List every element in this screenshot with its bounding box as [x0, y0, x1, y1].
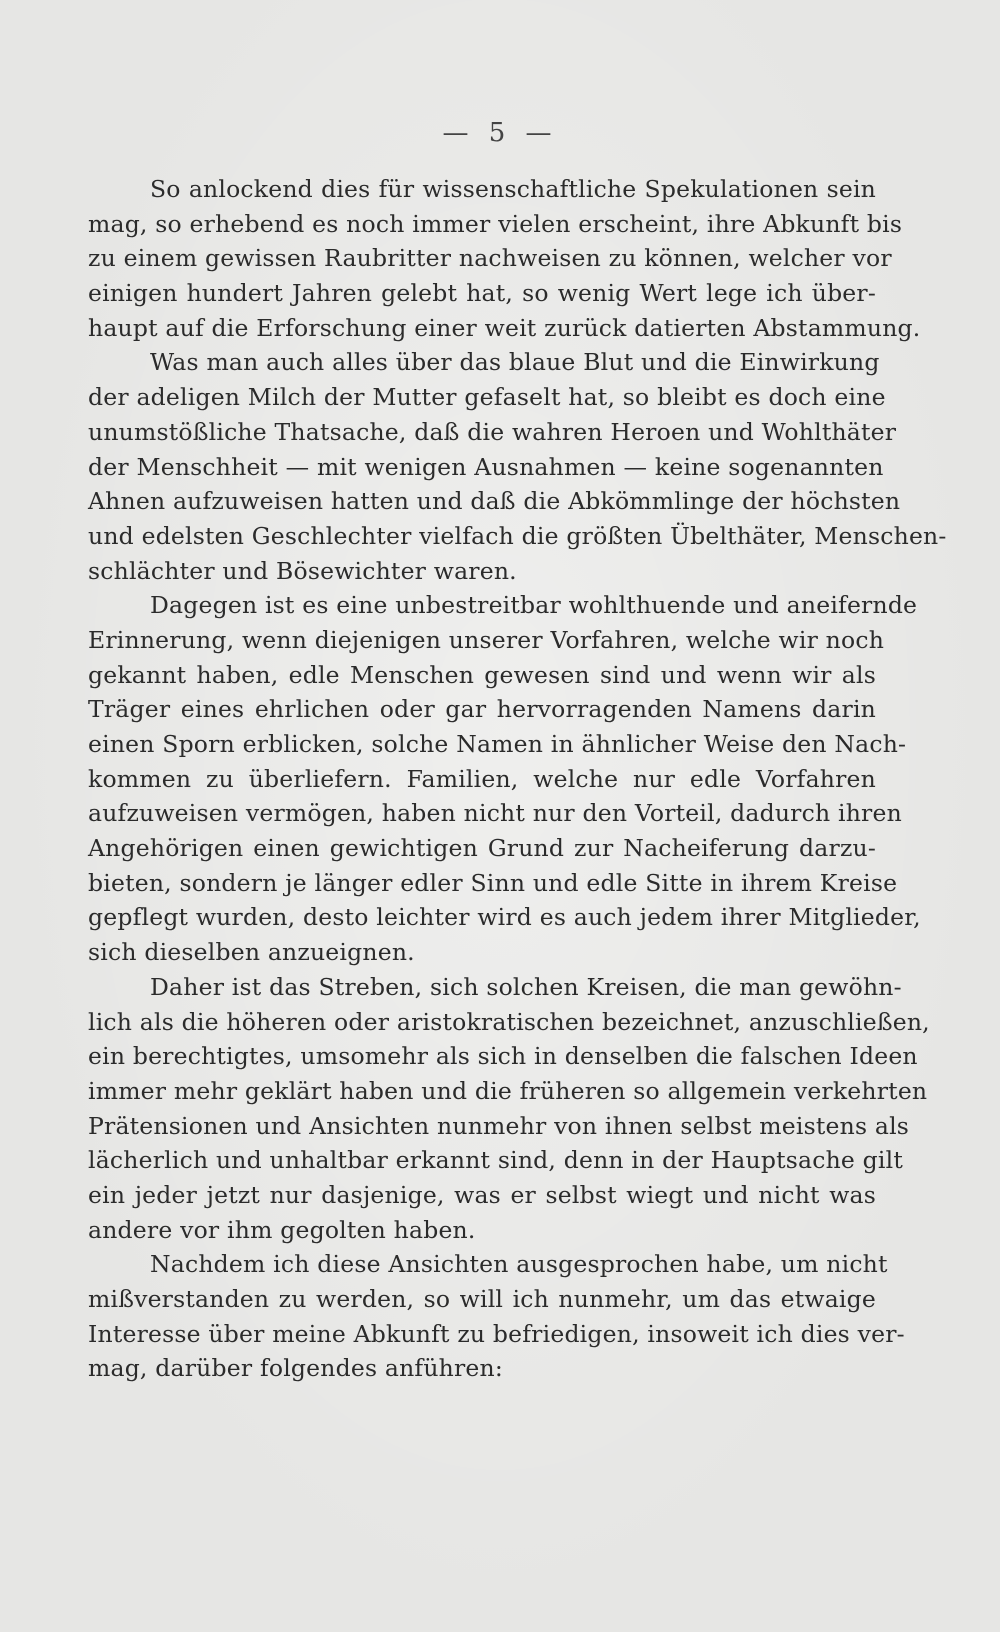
- text-line: ein berechtigtes, umsomehr als sich in denselben die falschen Ideen: [88, 1042, 918, 1071]
- text-line: Ahnen aufzuweisen hatten und daß die Abkömmlinge der höchsten: [88, 487, 901, 516]
- text-line: lächerlich und unhaltbar erkannt sind, denn in der Hauptsache gilt: [88, 1146, 903, 1175]
- page-number: — 5 —: [442, 118, 558, 148]
- text-line: und edelsten Geschlechter vielfach die größten Übelthäter, Menschen-: [88, 521, 947, 550]
- text-line: immer mehr geklärt haben und die früheren so allgemein verkehrten: [88, 1076, 928, 1105]
- text-line: aufzuweisen vermögen, haben nicht nur den Vorteil, dadurch ihren: [88, 799, 902, 828]
- text-line: Was man auch alles über das blaue Blut und die Einwirkung: [150, 348, 880, 377]
- text-line: gekannt haben, edle Menschen gewesen sind und wenn wir als: [88, 660, 876, 689]
- text-line: Erinnerung, wenn diejenigen unserer Vorfahren, welche wir noch: [88, 625, 885, 654]
- text-line: Daher ist das Streben, sich solchen Kreisen, die man gewöhn-: [150, 972, 902, 1001]
- text-line: haupt auf die Erforschung einer weit zurück datierten Abstammung.: [88, 313, 921, 342]
- text-line: lich als die höheren oder aristokratischen bezeichnet, anzuschließen,: [88, 1007, 930, 1036]
- text-line: kommen zu überliefern. Familien, welche nur edle Vorfahren: [88, 764, 876, 793]
- text-line: einen Sporn erblicken, solche Namen in ähnlicher Weise den Nach-: [88, 730, 907, 758]
- text-line: Prätensionen und Ansichten nunmehr von ihnen selbst meistens als: [88, 1111, 910, 1140]
- text-line: unumstößliche Thatsache, daß die wahren Heroen und Wohlthäter: [88, 417, 897, 446]
- text-line: Interesse über meine Abkunft zu befriedigen, insoweit ich dies ver-: [88, 1319, 905, 1348]
- text-line: andere vor ihm gegolten haben.: [88, 1215, 476, 1244]
- text-line: ein jeder jetzt nur dasjenige, was er selbst wiegt und nicht was: [88, 1180, 876, 1209]
- text-line: einigen hundert Jahren gelebt hat, so wenig Wert lege ich über-: [88, 279, 876, 308]
- text-line: mißverstanden zu werden, so will ich nunmehr, um das etwaige: [88, 1285, 876, 1313]
- text-line: mag, darüber folgendes anführen:: [88, 1354, 503, 1383]
- text-line: Träger eines ehrlichen oder gar hervorragenden Namens darin: [88, 695, 876, 724]
- text-line: gepflegt wurden, desto leichter wird es auch jedem ihrer Mitglieder,: [88, 903, 921, 932]
- text-line: Dagegen ist es eine unbestreitbar wohlthuende und aneifernde: [150, 591, 918, 620]
- text-line: der adeligen Milch der Mutter gefaselt hat, so bleibt es doch eine: [88, 383, 886, 412]
- text-line: sich dieselben anzueignen.: [88, 938, 415, 967]
- text-line: Nachdem ich diese Ansichten ausgesprochen habe, um nicht: [150, 1250, 888, 1279]
- text-line: Angehörigen einen gewichtigen Grund zur Nacheiferung darzu-: [88, 834, 876, 863]
- body-text: [88, 172, 947, 1386]
- text-line: So anlockend dies für wissenschaftliche Spekulationen sein: [150, 175, 876, 203]
- text-line: schlächter und Bösewichter waren.: [88, 556, 517, 585]
- text-line: zu einem gewissen Raubritter nachweisen zu können, welcher vor: [88, 244, 892, 273]
- text-line: der Menschheit — mit wenigen Ausnahmen — keine sogenannten: [88, 452, 884, 481]
- text-line: mag, so erhebend es noch immer vielen erscheint, ihre Abkunft bis: [88, 209, 903, 238]
- text-line: bieten, sondern je länger edler Sinn und edle Sitte in ihrem Kreise: [88, 868, 898, 897]
